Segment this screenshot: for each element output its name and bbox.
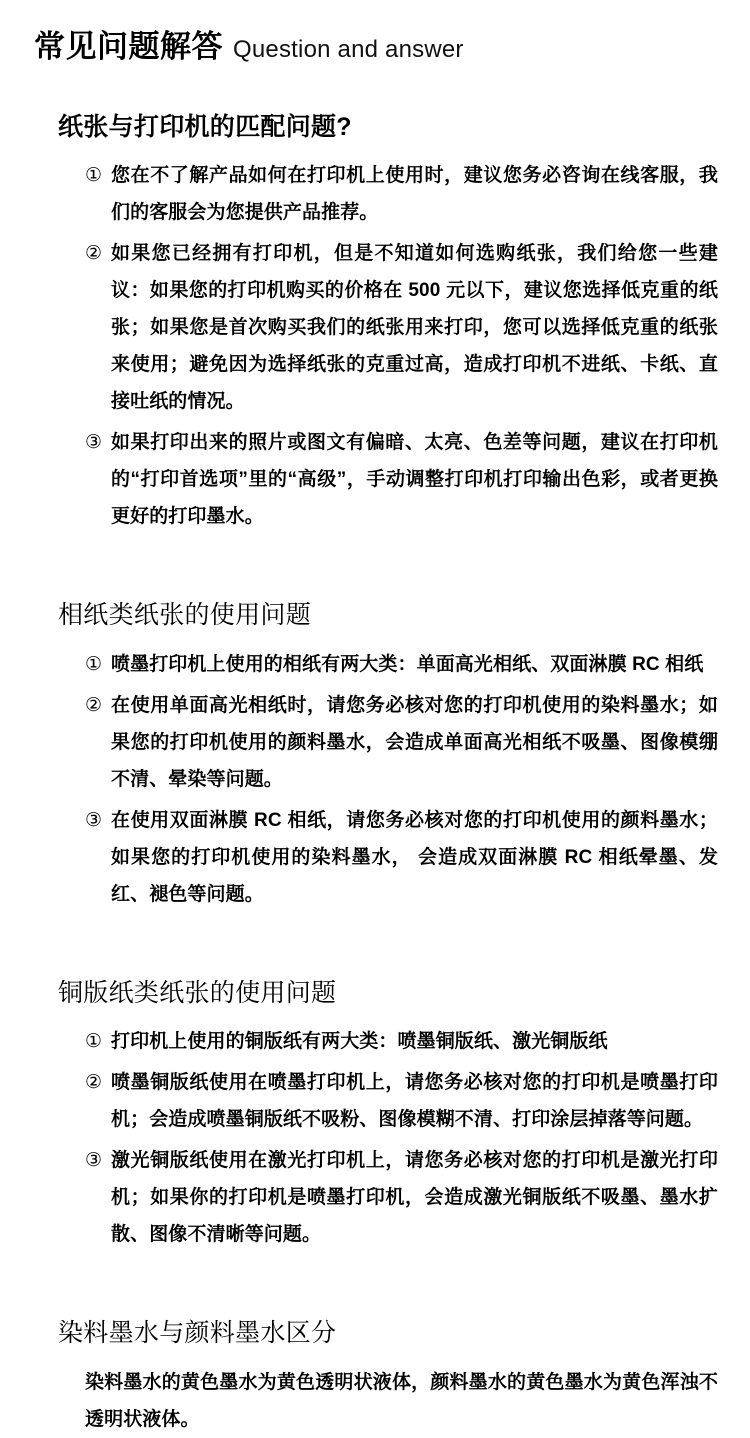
- item-number-marker: ③: [85, 432, 103, 454]
- faq-item: [58, 1064, 718, 1138]
- faq-item: [58, 1023, 718, 1060]
- item-text: 如果打印出来的照片或图文有偏暗、太亮、色差等问题，建议在打印机的“打印首选项”里的“高级”，手动调整打印机打印输出色彩，或者更换更好的打印墨水。: [111, 432, 718, 528]
- page-title-en: Question and answer: [233, 36, 464, 63]
- faq-item-list: [58, 157, 718, 535]
- faq-item: [58, 646, 718, 683]
- faq-section-paper-printer-match: [0, 111, 750, 536]
- item-number-marker: ②: [85, 243, 103, 265]
- item-number-marker: ②: [85, 694, 103, 716]
- item-number-marker: ③: [85, 1150, 103, 1172]
- faq-section-photo-paper-usage: [0, 599, 750, 913]
- faq-sections: [0, 111, 750, 1438]
- item-number-marker: ②: [85, 1072, 103, 1094]
- item-number-marker: ③: [85, 809, 103, 831]
- item-text: 打印机上使用的铜版纸有两大类：喷墨铜版纸、激光铜版纸: [111, 1031, 608, 1053]
- section-heading-coated-paper-usage: 铜版纸类纸张的使用问题: [58, 978, 337, 1007]
- page-title-cn: 常见问题解答: [34, 29, 223, 64]
- item-text: 您在不了解产品如何在打印机上使用时，建议您务必咨询在线客服，我们的客服会为您提供产品推荐。: [111, 165, 718, 224]
- faq-item: [58, 235, 718, 420]
- item-number-marker: ①: [85, 653, 103, 675]
- item-number-marker: ①: [85, 1031, 103, 1053]
- faq-section-coated-paper-usage: [0, 977, 750, 1254]
- faq-item-list: [58, 646, 718, 913]
- section-heading-photo-paper-usage: 相纸类纸张的使用问题: [58, 601, 312, 630]
- item-text: 喷墨铜版纸使用在喷墨打印机上，请您务必核对您的打印机是喷墨打印机；会造成喷墨铜版纸不吸粉、图像模糊不清、打印涂层掉落等问题。: [111, 1072, 718, 1131]
- section-heading-paper-printer-match: 纸张与打印机的匹配问题?: [58, 112, 352, 141]
- section-paragraph: 染料墨水的黄色墨水为黄色透明状液体，颜料墨水的黄色墨水为黄色浑浊不透明状液体。: [85, 1371, 718, 1430]
- item-text: 在使用双面淋膜 RC 相纸，请您务必核对您的打印机使用的颜料墨水；如果您的打印机使用的染料墨水， 会造成双面淋膜 RC 相纸晕墨、发红、褪色等问题。: [111, 809, 718, 905]
- faq-item: [58, 802, 718, 913]
- faq-item: [58, 687, 718, 798]
- item-text: 激光铜版纸使用在激光打印机上，请您务必核对您的打印机是激光打印机；如果你的打印机是喷墨打印机，会造成激光铜版纸不吸墨、墨水扩散、图像不清晰等问题。: [111, 1150, 718, 1246]
- faq-item: [58, 157, 718, 231]
- item-text: 在使用单面高光相纸时，请您务必核对您的打印机使用的染料墨水；如果您的打印机使用的颜料墨水，会造成单面高光相纸不吸墨、图像模绷不清、晕染等问题。: [111, 694, 718, 790]
- faq-item-list: [58, 1023, 718, 1253]
- page-masthead: [0, 0, 750, 67]
- faq-section-ink-type-difference: [0, 1317, 750, 1438]
- section-heading-ink-type-difference: 染料墨水与颜料墨水区分: [58, 1319, 337, 1348]
- faq-item: [58, 1142, 718, 1253]
- item-text: 喷墨打印机上使用的相纸有两大类：单面高光相纸、双面淋膜 RC 相纸: [111, 653, 704, 675]
- faq-item: [58, 424, 718, 535]
- item-number-marker: ①: [85, 165, 103, 187]
- item-text: 如果您已经拥有打印机，但是不知道如何选购纸张，我们给您一些建议：如果您的打印机购买的价格在 500 元以下，建议您选择低克重的纸张；如果您是首次购买我们的纸张用来打印，您可以选择低克重的纸张来使用；避免因为选择纸张的克重过高，造成打印机不进纸、卡纸、直接吐纸的情况。: [111, 243, 718, 413]
